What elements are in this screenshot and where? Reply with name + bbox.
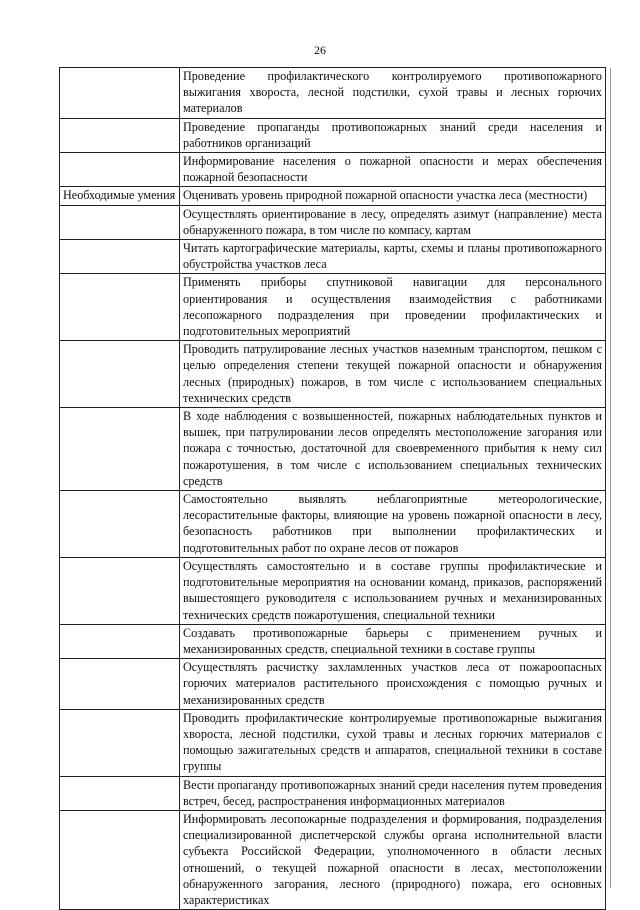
- table-label-cell: [60, 709, 180, 776]
- table-text-cell: Информирование населения о пожарной опасности и мерах обеспечения пожарной безопасности: [180, 153, 606, 187]
- table-row: [60, 205, 606, 239]
- table-row: [60, 624, 606, 658]
- skill-cell: Создавать противопожарные барьеры с применением ручных и механизированных средств, специальной техники в составе группы: [180, 624, 606, 658]
- skill-cell: В ходе наблюдения с возвышенностей, пожарных наблюдательных пунктов и вышек, при патрулировании лесов определять местоположение загорания или пожара с точностью, достаточной для своевременного прибытия к нему сил пожаротушения, в том числе с использованием специальных технических средств: [180, 408, 606, 491]
- table-text-cell: Проведение профилактического контролируемого противопожарного выжигания хвороста, лесной подстилки, сухой травы и лесных горючих материалов: [180, 68, 606, 119]
- table-row: [60, 153, 606, 187]
- table-row: [60, 557, 606, 624]
- table-row: [60, 491, 606, 558]
- skill-cell: Оценивать уровень природной пожарной опасности участка леса (местности): [180, 187, 606, 205]
- table-label-cell: [60, 659, 180, 710]
- table-label-cell: [60, 810, 180, 909]
- table-row: [60, 776, 606, 810]
- table-label-cell: [60, 408, 180, 491]
- table-row: [60, 408, 606, 491]
- table-row: [60, 810, 606, 909]
- table-label-cell: [60, 557, 180, 624]
- table-label-cell: [60, 776, 180, 810]
- table-label-cell: [60, 624, 180, 658]
- table-row: [60, 274, 606, 341]
- table-row: [60, 187, 606, 205]
- table-text-cell: Проведение пропаганды противопожарных знаний среди населения и работников организаций: [180, 118, 606, 152]
- skill-cell: Вести пропаганду противопожарных знаний среди населения путем проведения встреч, бесед, распространения информационных материалов: [180, 776, 606, 810]
- table-row: [60, 240, 606, 274]
- table-label-cell: [60, 68, 180, 119]
- skill-cell: Читать картографические материалы, карты, схемы и планы противопожарного обустройства участков леса: [180, 240, 606, 274]
- table-row: [60, 659, 606, 710]
- table-row: [60, 341, 606, 408]
- table-label-cell: [60, 274, 180, 341]
- table-row: [60, 68, 606, 119]
- requirements-table: [59, 67, 606, 910]
- table-label-cell: [60, 205, 180, 239]
- skill-cell: Осуществлять расчистку захламленных участков леса от пожароопасных горючих материалов растительного происхождения с помощью ручных и механизированных средств: [180, 659, 606, 710]
- table-label-cell: [60, 341, 180, 408]
- table-label-cell: [60, 153, 180, 187]
- page-number: 26: [314, 43, 326, 57]
- table-label-cell: [60, 118, 180, 152]
- skill-cell: Проводить профилактические контролируемые противопожарные выжигания хвороста, лесной подстилки, сухой травы и лесных горючих материалов с помощью зажигательных средств и аппаратов, специальной техники в составе группы: [180, 709, 606, 776]
- skill-cell: Проводить патрулирование лесных участков наземным транспортом, пешком с целью определения степени текущей пожарной опасности и обнаружения лесных (природных) пожаров, в том числе с использованием специальных технических средств: [180, 341, 606, 408]
- skill-cell: Осуществлять самостоятельно и в составе группы профилактические и подготовительные мероприятия на основании команд, приказов, распоряжений вышестоящего руководителя с использованием ручных и механизированных технических средств пожаротушения, специальной техники: [180, 557, 606, 624]
- scan-edge-line: [610, 68, 611, 888]
- skill-cell: Самостоятельно выявлять неблагоприятные метеорологические, лесорастительные факторы, влияющие на уровень пожарной опасности в лесу, безопасность работников при выполнении профилактических и подготовительных работ по охране лесов от пожаров: [180, 491, 606, 558]
- table-row: [60, 118, 606, 152]
- table-label-cell: [60, 240, 180, 274]
- skill-cell: Осуществлять ориентирование в лесу, определять азимут (направление) места обнаруженного пожара, в том числе по компасу, картам: [180, 205, 606, 239]
- section-label: Необходимые умения: [60, 187, 180, 205]
- table-row: [60, 709, 606, 776]
- skill-cell: Применять приборы спутниковой навигации для персонального ориентирования и осуществления взаимодействия с работниками лесопожарного подразделения при проведении профилактических и подготовительных мероприятий: [180, 274, 606, 341]
- table-label-cell: [60, 491, 180, 558]
- skill-cell: Информировать лесопожарные подразделения и формирования, подразделения специализированной диспетчерской службы органа исполнительной власти субъекта Российской Федерации, уполномоченного в области лесных отношений, о текущей пожарной опасности в лесах, местоположении обнаруженного загорания, лесного (природного) пожара, его основных характеристиках: [180, 810, 606, 909]
